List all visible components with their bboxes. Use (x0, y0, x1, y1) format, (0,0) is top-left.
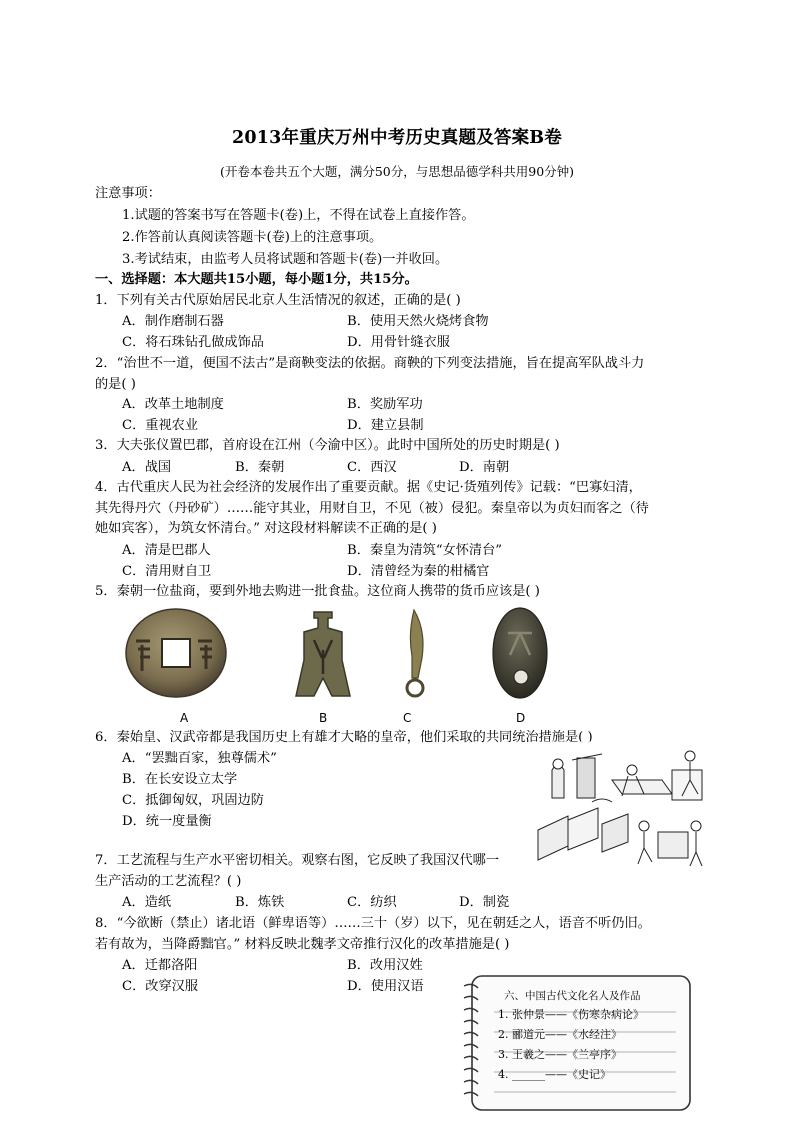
question-stem: 6．秦始皇、汉武帝都是我国历史上有雄才大略的皇帝，他们采取的共同统治措施是( ) (95, 730, 593, 745)
option-a: A．迁都洛阳 (122, 958, 198, 973)
question-stem: 7．工艺流程与生产水平密切相关。观察右图，它反映了我国汉代哪一 (95, 853, 500, 868)
question-stem: 生产活动的工艺流程？( ) (95, 874, 242, 889)
option-d: D．用骨针缝衣服 (347, 335, 450, 350)
option-d: D．使用汉语 (347, 979, 424, 994)
option-d: D．建立县制 (347, 418, 424, 433)
option-c: C．将石珠钻孔做成饰品 (122, 335, 264, 350)
option-d: D．统一度量衡 (122, 814, 212, 829)
question-stem: 4．古代重庆人民为社会经济的发展作出了重要贡献。据《史记·货殖列传》记载：“巴寡妇清， (95, 480, 642, 495)
option-a: A．清是巴郡人 (122, 543, 211, 558)
notice-item: 3.考试结束，由监考人员将试题和答题卡(卷)一并收回。 (122, 252, 449, 267)
notice-item: 2.作答前认真阅读答题卡(卷)上的注意事项。 (122, 230, 383, 245)
notebook-illustration (458, 968, 694, 1114)
option-a: A．战国 (122, 460, 172, 475)
coin-label-d: D (516, 711, 526, 725)
option-a: A．制作磨制石器 (122, 314, 224, 329)
notebook-line: 2. 郦道元——《水经注》 (498, 1028, 622, 1041)
coin-label-c: C (403, 711, 412, 725)
papermaking-illustration (532, 740, 708, 872)
option-a: A．造纸 (122, 895, 172, 910)
coin-label-b: B (319, 711, 328, 725)
option-b: B．炼铁 (235, 895, 285, 910)
section-heading: 一、选择题：本大题共15小题，每小题1分，共15分。 (95, 272, 418, 287)
page-subtitle: (开卷本卷共五个大题，满分50分，与思想品德学科共用90分钟) (219, 164, 575, 179)
option-b: B．改用汉姓 (347, 958, 423, 973)
option-c: C．重视农业 (122, 418, 199, 433)
option-c: C．纺织 (347, 895, 397, 910)
notice-heading: 注意事项： (95, 186, 161, 201)
coin-ban-liang-image (122, 605, 230, 700)
option-b: B．在长安设立太学 (122, 772, 238, 787)
question-stem: 她如宾客），为筑女怀清台。” 对这段材料解读不正确的是( ) (95, 521, 437, 536)
question-stem: 1．下列有关古代原始居民北京人生活情况的叙述，正确的是( ) (95, 293, 461, 308)
notebook-line: 4. ______——《史记》 (498, 1068, 611, 1081)
notebook-line: 3. 王羲之——《兰亭序》 (498, 1048, 622, 1061)
knife-coin-image (396, 608, 432, 700)
question-stem: 若有故为，当降爵黜官。” 材料反映北魏孝文帝推行汉化的改革措施是( ) (95, 937, 510, 952)
notebook-line: 1. 张仲景——《伤寒杂病论》 (498, 1008, 644, 1021)
option-b: B．秦朝 (235, 460, 285, 475)
option-a: A．“罢黜百家，独尊儒术” (122, 751, 277, 766)
option-c: C．抵御匈奴，巩固边防 (122, 793, 264, 808)
option-b: B．秦皇为清筑“女怀清台” (347, 543, 503, 558)
notebook-heading: 六、中国古代文化名人及作品 (504, 990, 641, 1002)
coin-label-a: A (180, 711, 189, 725)
option-b: B．使用天然火烧烤食物 (347, 314, 489, 329)
option-d: D．清曾经为秦的柑橘官 (347, 564, 490, 579)
question-stem: 8．“今欲断（禁止）诸北语（鲜卑语等）……三十（岁）以下，见在朝廷之人，语音不听仍旧。 (95, 916, 651, 931)
question-stem: 5．秦朝一位盐商，要到外地去购进一批食盐。这位商人携带的货币应该是( ) (95, 584, 540, 599)
question-stem: 的是( ) (95, 377, 136, 392)
page-title: 2013年重庆万州中考历史真题及答案B卷 (232, 128, 562, 148)
option-d: D．制瓷 (459, 895, 510, 910)
option-c: C．改穿汉服 (122, 979, 199, 994)
option-a: A．改革土地制度 (122, 397, 224, 412)
notice-item: 1.试题的答案书写在答题卡(卷)上，不得在试卷上直接作答。 (122, 208, 475, 223)
spade-coin-image (292, 610, 354, 700)
question-stem: 2．“治世不一道，便国不法古”是商鞅变法的依据。商鞅的下列变法措施，旨在提高军队战斗力 (95, 356, 645, 371)
option-b: B．奖励军功 (347, 397, 423, 412)
option-d: D．南朝 (459, 460, 510, 475)
ant-nose-coin-image (490, 603, 550, 701)
option-c: C．清用财自卫 (122, 564, 212, 579)
option-c: C．西汉 (347, 460, 397, 475)
question-stem: 3．大夫张仪置巴郡，首府设在江州（今渝中区）。此时中国所处的历史时期是( ) (95, 438, 560, 453)
question-stem: 其先得丹穴（丹砂矿）……能守其业，用财自卫，不见（被）侵犯。秦皇帝以为贞妇而客之（待 (95, 501, 649, 516)
